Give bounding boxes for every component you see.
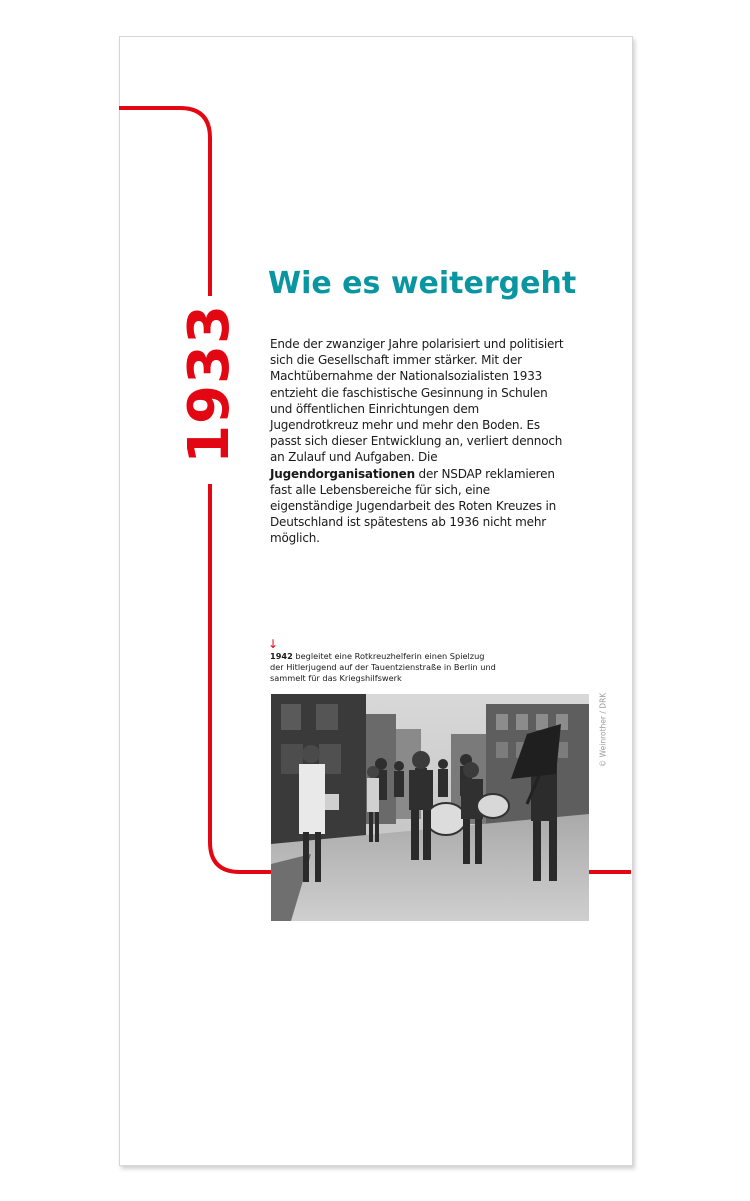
photo-credit: © Weinrother / DRK — [598, 692, 608, 768]
year-label: 1933 — [177, 304, 242, 464]
section-title: Wie es weitergeht — [268, 266, 577, 301]
body-paragraph — [270, 336, 570, 547]
poster-panel — [119, 36, 633, 1166]
arrow-down-icon: ↓ — [268, 637, 279, 651]
body-text-emphasis: Jugendorganisationen — [270, 466, 415, 481]
photo-illustration — [271, 694, 589, 921]
caption-text: begleitet eine Rotkreuzhelferin einen Spielzug der Hitlerjugend auf der Tauentzienstraße in Berlin und sammelt für das Kriegshilfswerk — [270, 651, 496, 683]
body-text-part-1: Ende der zwanziger Jahre polarisiert und politisiert sich die Gesellschaft immer stärker. Mit der Machtübernahme der Nationalsozialisten 1933 entzieht die faschistische Gesinnung in Schulen und öffentlichen Einrichtungen dem Jugendrotkreuz mehr und mehr den Boden. Es passt sich dieser Entwicklung an, verliert dennoch an Zulauf und Aufgaben. Die — [270, 337, 564, 465]
caption-year: 1942 — [270, 651, 293, 661]
photo-caption — [270, 651, 500, 684]
body-text-part-2: der NSDAP reklamieren fast alle Lebensbereiche für sich, eine eigenständige Jugendarbeit des Roten Kreuzes in Deutschland ist spätestens ab 1936 nicht mehr möglich. — [270, 466, 557, 546]
historical-photo — [271, 694, 589, 921]
